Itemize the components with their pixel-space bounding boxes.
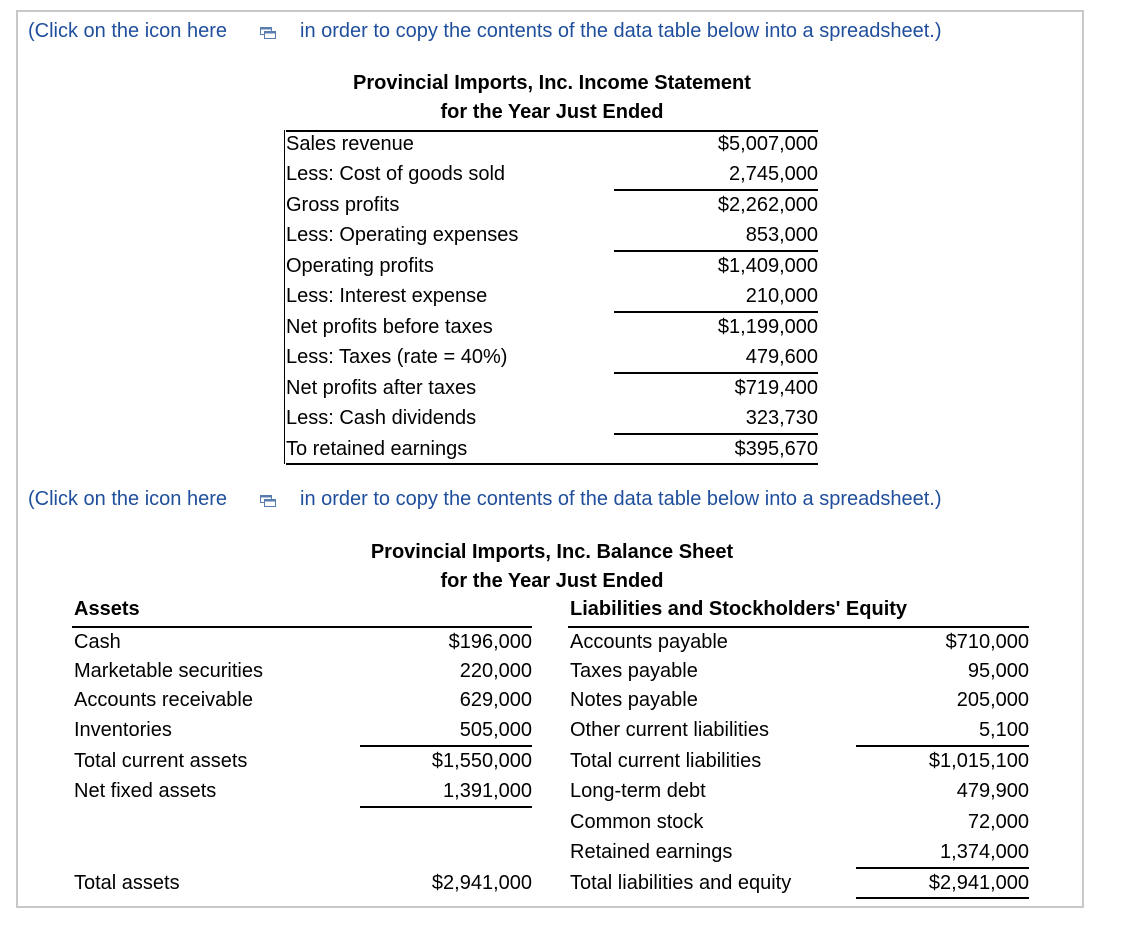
asset-value: 1,391,000 — [443, 780, 532, 802]
liability-label: Common stock — [570, 811, 704, 833]
liability-value: 5,100 — [978, 719, 1029, 741]
notice-text-pre: (Click on the icon here — [28, 488, 227, 510]
asset-value: 220,000 — [459, 660, 532, 682]
income-row-label: Net profits before taxes — [286, 316, 493, 338]
income-row — [286, 129, 818, 159]
liability-label: Long-term debt — [570, 780, 706, 802]
liability-value: 479,900 — [956, 780, 1029, 802]
asset-value: $1,550,000 — [431, 750, 532, 772]
balance-rule — [360, 806, 532, 808]
income-row — [286, 220, 818, 250]
asset-label: Net fixed assets — [74, 780, 217, 802]
income-row-label: Less: Cash dividends — [286, 407, 477, 429]
liability-value: $2,941,000 — [928, 872, 1029, 894]
liability-label: Other current liabilities — [570, 719, 769, 741]
income-row-label: Net profits after taxes — [286, 377, 477, 399]
income-row — [286, 159, 818, 189]
income-subtitle: for the Year Just Ended — [440, 101, 664, 123]
income-rule — [614, 311, 818, 313]
balance-rule — [856, 867, 1029, 869]
liability-label: Taxes payable — [570, 660, 698, 682]
notice-text-pre: (Click on the icon here — [28, 20, 227, 42]
notice-text-post: in order to copy the contents of the data table below into a spreadsheet.) — [300, 20, 942, 42]
income-row-value: $719,400 — [734, 377, 818, 399]
liability-label: Retained earnings — [570, 841, 733, 863]
asset-label: Cash — [74, 631, 121, 653]
income-rule — [614, 189, 818, 191]
asset-label: Accounts receivable — [74, 689, 253, 711]
liability-label: Accounts payable — [570, 631, 728, 653]
income-row-label: Less: Taxes (rate = 40%) — [286, 346, 508, 368]
income-row-value: 2,745,000 — [729, 163, 818, 185]
income-row-value: 210,000 — [745, 285, 818, 307]
income-row-label: Less: Operating expenses — [286, 224, 519, 246]
asset-label: Total current assets — [74, 750, 248, 772]
copy-table-icon[interactable] — [260, 495, 276, 507]
liability-value: 1,374,000 — [940, 841, 1029, 863]
income-title: Provincial Imports, Inc. Income Statement — [353, 72, 751, 94]
income-row-label: Less: Cost of goods sold — [286, 163, 506, 185]
income-row — [286, 403, 818, 433]
assets-header: Assets — [74, 598, 140, 620]
income-row-value: $1,409,000 — [717, 255, 818, 277]
income-row-label: Less: Interest expense — [286, 285, 488, 307]
income-row-value: $2,262,000 — [717, 194, 818, 216]
balance-rule — [856, 897, 1029, 899]
liability-value: 205,000 — [956, 689, 1029, 711]
liability-value: 72,000 — [967, 811, 1029, 833]
liability-label: Total liabilities and equity — [570, 872, 792, 894]
balance-subtitle: for the Year Just Ended — [440, 570, 664, 592]
income-rule — [614, 372, 818, 374]
income-rule — [286, 130, 818, 132]
asset-value — [380, 837, 532, 867]
income-row-value: 479,600 — [745, 346, 818, 368]
asset-value — [380, 807, 532, 837]
income-row — [286, 342, 818, 372]
liability-label: Notes payable — [570, 689, 698, 711]
asset-label: Total assets — [74, 872, 180, 894]
income-row-value: 323,730 — [745, 407, 818, 429]
income-row — [286, 312, 818, 342]
asset-label: Inventories — [74, 719, 172, 741]
income-left-border — [284, 130, 285, 464]
balance-rule — [856, 745, 1029, 747]
income-row-value: $5,007,000 — [717, 133, 818, 155]
asset-value: 629,000 — [459, 689, 532, 711]
balance-title: Provincial Imports, Inc. Balance Sheet — [370, 541, 734, 563]
income-rule — [286, 463, 818, 465]
copy-table-icon[interactable] — [260, 27, 276, 39]
income-row — [286, 373, 818, 403]
liability-label: Total current liabilities — [570, 750, 762, 772]
asset-value: 505,000 — [459, 719, 532, 741]
income-row-label: To retained earnings — [286, 438, 468, 460]
notice-text-post: in order to copy the contents of the data table below into a spreadsheet.) — [300, 488, 942, 510]
liability-value: 95,000 — [967, 660, 1029, 682]
liability-value: $1,015,100 — [928, 750, 1029, 772]
income-row-label: Sales revenue — [286, 133, 414, 155]
income-row-label: Operating profits — [286, 255, 434, 277]
balance-rule — [360, 745, 532, 747]
income-row-value: $395,670 — [734, 438, 818, 460]
liabilities-header: Liabilities and Stockholders' Equity — [570, 598, 908, 620]
income-row-label: Gross profits — [286, 194, 400, 216]
asset-value: $2,941,000 — [431, 872, 532, 894]
income-row-value: 853,000 — [745, 224, 818, 246]
liability-value: $710,000 — [945, 631, 1029, 653]
asset-label: Marketable securities — [74, 660, 263, 682]
income-row — [286, 251, 818, 281]
income-row-value: $1,199,000 — [717, 316, 818, 338]
income-row — [286, 190, 818, 220]
income-row — [286, 434, 818, 464]
income-row — [286, 281, 818, 311]
income-rule — [614, 433, 818, 435]
income-rule — [614, 250, 818, 252]
asset-value: $196,000 — [448, 631, 532, 653]
